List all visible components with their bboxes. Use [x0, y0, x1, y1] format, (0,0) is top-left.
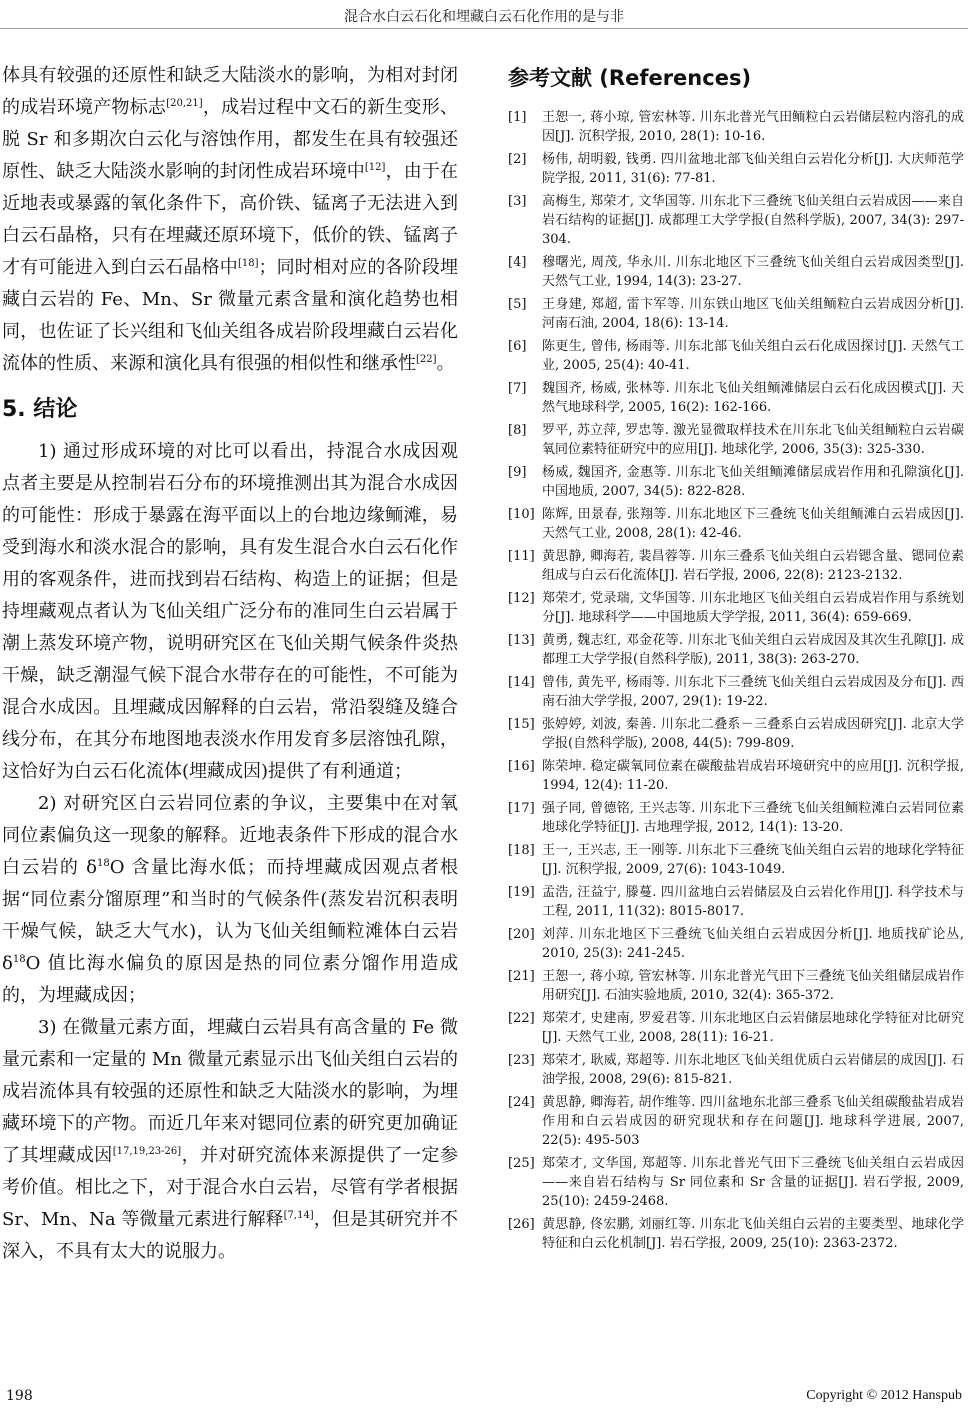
- reference-text: 黄思静, 卿海若, 裴昌蓉等. 川东三叠系飞仙关组白云岩锶含量、锶同位素组成与白云石化流体[J]. 岩石学报, 2006, 22(8): 2123-2132.: [542, 549, 964, 583]
- citation: [20,21]: [166, 98, 203, 109]
- reference-item: [508, 295, 964, 333]
- reference-text: 郑荣才, 文华国, 郑超等. 川东北普光气田下三叠统飞仙关组白云岩成因——来自岩石结构与 Sr 同位素和 Sr 含量的证据[J]. 岩石学报, 2009, 25(10): 2459-2468.: [542, 1156, 964, 1209]
- reference-number: [19]: [508, 885, 535, 900]
- reference-text: 魏国齐, 杨威, 张林等. 川东北飞仙关组鲕滩储层白云石化成因模式[J]. 天然气地球科学, 2005, 16(2): 162-166.: [542, 381, 964, 415]
- reference-number: [18]: [508, 843, 535, 858]
- reference-item: [508, 505, 964, 543]
- reference-text: 王恕一, 蒋小琼, 管宏林等. 川东北普光气田下三叠统飞仙关组储层成岩作用研究[J]. 石油实验地质, 2010, 32(4): 365-372.: [542, 969, 964, 1003]
- reference-item: [508, 883, 964, 921]
- reference-text: 强子同, 曾德铭, 王兴志等. 川东北下三叠统飞仙关组鲕粒滩白云岩同位素地球化学特征[J]. 古地理学报, 2012, 14(1): 13-20.: [542, 801, 964, 835]
- reference-text: 刘萍. 川东北地区下三叠统飞仙关组白云岩成因分析[J]. 地质找矿论丛, 2010, 25(3): 241-245.: [542, 927, 964, 961]
- reference-item: [508, 967, 964, 1005]
- text-run: 3) 在微量元素方面，埋藏白云岩具有高含量的 Fe 微量元素和一定量的 Mn 微量元素显示出飞仙关组白云岩的成岩流体具有较强的还原性和缺乏大陆淡水的影响，为埋藏环境下的产物。而近几年来对锶同位素的研究更加确证了其埋藏成因: [2, 1017, 458, 1166]
- reference-item: [508, 631, 964, 669]
- reference-item: [508, 1051, 964, 1089]
- reference-number: [24]: [508, 1095, 535, 1110]
- running-title: 混合水白云石化和埋藏白云石化作用的是与非: [344, 9, 624, 25]
- conclusion-paragraph-1: 1) 通过形成环境的对比可以看出，持混合水成因观点者主要是从控制岩石分布的环境推测出其为混合水成因的可能性：形成于暴露在海平面以上的台地边缘鲕滩，易受到海水和淡水混合的影响，具有发生混合水白云石化作用的客观条件，进而找到岩石结构、构造上的证据；但是持埋藏观点者认为飞仙关组广泛分布的准同生白云岩属于潮上蒸发环境产物，说明研究区在飞仙关期气候条件炎热干燥，缺乏潮湿气候下混合水带存在的可能性，不可能为混合水成因。且埋藏成因解释的白云岩，常沿裂缝及缝合线分布，在其分布地图地表淡水作用发育多层溶蚀孔隙，这恰好为白云石化流体(埋藏成因)提供了有利通道；: [2, 441, 458, 782]
- reference-item: [508, 192, 964, 249]
- reference-text: 杨伟, 胡明毅, 钱勇. 四川盆地北部飞仙关组白云岩化分析[J]. 大庆师范学院学报, 2011, 31(6): 77-81.: [542, 152, 964, 186]
- text-run: ，并对研究流体来源提供了一定参考价值。相比之下，对于混合水白云岩，尽管有学者根据 Sr、Mn、Na 等微量元素进行解释: [2, 1145, 459, 1230]
- citation: [7,14]: [283, 1210, 314, 1221]
- reference-item: [508, 589, 964, 627]
- reference-item: [508, 1009, 964, 1047]
- reference-item: [508, 1154, 964, 1211]
- isotope-superscript: 18: [96, 858, 110, 869]
- reference-text: 王恕一, 蒋小琼, 管宏林等. 川东北普光气田鲕粒白云岩储层粒内溶孔的成因[J]. 沉积学报, 2010, 28(1): 10-16.: [542, 110, 964, 144]
- reference-text: 陈辉, 田景春, 张翔等. 川东北地区下三叠统飞仙关组鲕滩白云岩成因[J]. 天然气工业, 2008, 28(1): 42-46.: [542, 507, 964, 541]
- reference-number: [3]: [508, 194, 527, 209]
- reference-number: [4]: [508, 255, 527, 270]
- reference-item: [508, 841, 964, 879]
- text-run: 体具有较强的还原性和缺乏大陆淡水的影响，为相对封闭的成岩环境产物标志: [2, 65, 458, 118]
- reference-item: [508, 1093, 964, 1150]
- reference-text: 陈荣坤. 稳定碳氧同位素在碳酸盐岩成岩环境研究中的应用[J]. 沉积学报, 1994, 12(4): 11-20.: [542, 759, 964, 793]
- reference-text: 黄思静, 佟宏鹏, 刘丽红等. 川东北飞仙关组白云岩的主要类型、地球化学特征和白云化机制[J]. 岩石学报, 2009, 25(10): 2363-2372.: [542, 1217, 964, 1251]
- isotope-superscript: 18: [12, 954, 26, 965]
- reference-number: [17]: [508, 801, 535, 816]
- reference-item: [508, 421, 964, 459]
- text-run: O 值比海水偏负的原因是热的同位素分馏作用造成的，为埋藏成因；: [2, 953, 458, 1006]
- reference-number: [20]: [508, 927, 535, 942]
- page-number: 198: [6, 1388, 33, 1404]
- citation: [22]: [416, 354, 437, 365]
- reference-item: [508, 757, 964, 795]
- reference-text: 郑荣才, 史建南, 罗爱君等. 川东北地区白云岩储层地球化学特征对比研究[J]. 天然气工业, 2008, 28(11): 16-21.: [542, 1011, 964, 1045]
- reference-item: [508, 925, 964, 963]
- reference-text: 陈更生, 曾伟, 杨雨等. 川东北部飞仙关组白云石化成因探讨[J]. 天然气工业, 2005, 25(4): 40-41.: [542, 339, 964, 373]
- reference-number: [15]: [508, 717, 535, 732]
- reference-item: [508, 547, 964, 585]
- reference-text: 郑荣才, 耿威, 郑超等. 川东北地区飞仙关组优质白云岩储层的成因[J]. 石油学报, 2008, 29(6): 815-821.: [542, 1053, 964, 1087]
- copyright-notice: Copyright © 2012 Hanspub: [806, 1388, 962, 1403]
- citation: [18]: [237, 258, 259, 269]
- reference-number: [16]: [508, 759, 535, 774]
- reference-item: [508, 379, 964, 417]
- reference-number: [9]: [508, 465, 527, 480]
- reference-item: [508, 253, 964, 291]
- reference-number: [21]: [508, 969, 535, 984]
- conclusion-paragraph-2: [2, 788, 458, 1012]
- citation: [17,19,23-26]: [112, 1146, 182, 1157]
- references-title: 参考文献 (References): [508, 66, 752, 90]
- text-run: O 含量比海水低；而持埋藏成因观点者根据“同位素分馏原理”和当时的气候条件(蒸发岩沉积表明干燥气候，缺乏大气水)，认为飞仙关组鲕粒滩体白云岩 δ: [2, 857, 459, 974]
- text-run: 。: [436, 353, 455, 374]
- reference-text: 杨威, 魏国齐, 金惠等. 川东北飞仙关组鲕滩储层成岩作用和孔隙演化[J]. 中国地质, 2007, 34(5): 822-828.: [542, 465, 964, 499]
- text-run: ；同时相对应的各阶段埋藏白云岩的 Fe、Mn、Sr 微量元素含量和演化趋势也相同，也佐证了长兴组和飞仙关组各成岩阶段埋藏白云岩化流体的性质、来源和演化具有很强的相似性和继承性: [2, 257, 459, 374]
- reference-text: 王一, 王兴志, 王一刚等. 川东北下三叠统飞仙关组白云岩的地球化学特征[J]. 沉积学报, 2009, 27(6): 1043-1049.: [542, 843, 964, 877]
- reference-list: [508, 108, 964, 1253]
- conclusion-paragraph-3: [2, 1012, 458, 1268]
- reference-number: [1]: [508, 110, 527, 125]
- reference-item: [508, 1215, 964, 1253]
- reference-text: 郑荣才, 党录瑞, 文华国等. 川东北地区飞仙关组白云岩成岩作用与系统划分[J]. 地球科学——中国地质大学学报, 2011, 36(4): 659-669.: [542, 591, 964, 625]
- text-run: ，由于在近地表或暴露的氧化条件下，高价铁、锰离子无法进入到白云石晶格，只有在埋藏还原环境下，低价的铁、锰离子才有可能进入到白云石晶格中: [2, 161, 458, 278]
- text-run: 2) 对研究区白云岩同位素的争议，主要集中在对氧同位素偏负这一现象的解释。近地表条件下形成的混合水白云岩的 δ: [2, 793, 458, 878]
- reference-item: [508, 108, 964, 146]
- reference-item: [508, 337, 964, 375]
- reference-number: [8]: [508, 423, 527, 438]
- reference-number: [13]: [508, 633, 535, 648]
- left-column: [2, 60, 458, 1268]
- reference-text: 王身建, 郑超, 雷卞军等. 川东铁山地区飞仙关组鲕粒白云岩成因分析[J]. 河南石油, 2004, 18(6): 13-14.: [542, 297, 964, 331]
- paragraph-continued: [2, 60, 458, 380]
- reference-text: 孟浩, 汪益宁, 滕蔓. 四川盆地白云岩储层及白云岩化作用[J]. 科学技术与工程, 2011, 11(32): 8015-8017.: [542, 885, 964, 919]
- text-run: ，成岩过程中文石的新生变形、脱 Sr 和多期次白云化与溶蚀作用，都发生在具有较强还原性、缺乏大陆淡水影响的封闭性成岩环境中: [2, 97, 459, 182]
- reference-text: 曾伟, 黄先平, 杨雨等. 川东北下三叠统飞仙关组白云岩成因及分布[J]. 西南石油大学学报, 2007, 29(1): 19-22.: [542, 675, 964, 709]
- reference-number: [6]: [508, 339, 527, 354]
- section-title: 5. 结论: [2, 397, 78, 422]
- reference-item: [508, 715, 964, 753]
- reference-text: 黄勇, 魏志红, 邓金花等. 川东北飞仙关组白云岩成因及其次生孔隙[J]. 成都理工大学学报(自然科学版), 2011, 38(3): 263-270.: [542, 633, 964, 667]
- citation: [12]: [364, 162, 386, 173]
- reference-number: [12]: [508, 591, 535, 606]
- right-column: [508, 62, 964, 1257]
- reference-item: [508, 799, 964, 837]
- reference-number: [5]: [508, 297, 527, 312]
- reference-text: 张婷婷, 刘波, 秦善. 川东北二叠系－三叠系白云岩成因研究[J]. 北京大学学报(自然科学版), 2008, 44(5): 799-809.: [542, 717, 964, 751]
- reference-number: [22]: [508, 1011, 535, 1026]
- reference-number: [2]: [508, 152, 527, 167]
- reference-text: 罗平, 苏立萍, 罗忠等. 激光显微取样技术在川东北飞仙关组鲕粒白云岩碳氧同位素特征研究中的应用[J]. 地球化学, 2006, 35(3): 325-330.: [542, 423, 964, 457]
- text-run: ，但是其研究并不深入，不具有太大的说服力。: [2, 1209, 458, 1262]
- reference-number: [23]: [508, 1053, 535, 1068]
- reference-item: [508, 463, 964, 501]
- reference-number: [14]: [508, 675, 535, 690]
- reference-number: [7]: [508, 381, 527, 396]
- reference-number: [26]: [508, 1217, 535, 1232]
- reference-text: 黄思静, 卿海若, 胡作维等. 四川盆地东北部三叠系飞仙关组碳酸盐岩成岩作用和白云岩成因的研究现状和存在问题[J]. 地球科学进展, 2007, 22(5): 495-503: [542, 1095, 964, 1148]
- reference-text: 穆曙光, 周茂, 华永川. 川东北地区下三叠统飞仙关组白云岩成因类型[J]. 天然气工业, 1994, 14(3): 23-27.: [542, 255, 964, 289]
- reference-text: 高梅生, 郑荣才, 文华国等. 川东北下三叠统飞仙关组白云岩成因——来自岩石结构的证据[J]. 成都理工大学学报(自然科学版), 2007, 34(3): 297-304.: [542, 194, 964, 247]
- reference-number: [25]: [508, 1156, 535, 1171]
- reference-item: [508, 150, 964, 188]
- reference-item: [508, 673, 964, 711]
- reference-number: [11]: [508, 549, 535, 564]
- reference-number: [10]: [508, 507, 535, 522]
- header-rule: [0, 28, 968, 29]
